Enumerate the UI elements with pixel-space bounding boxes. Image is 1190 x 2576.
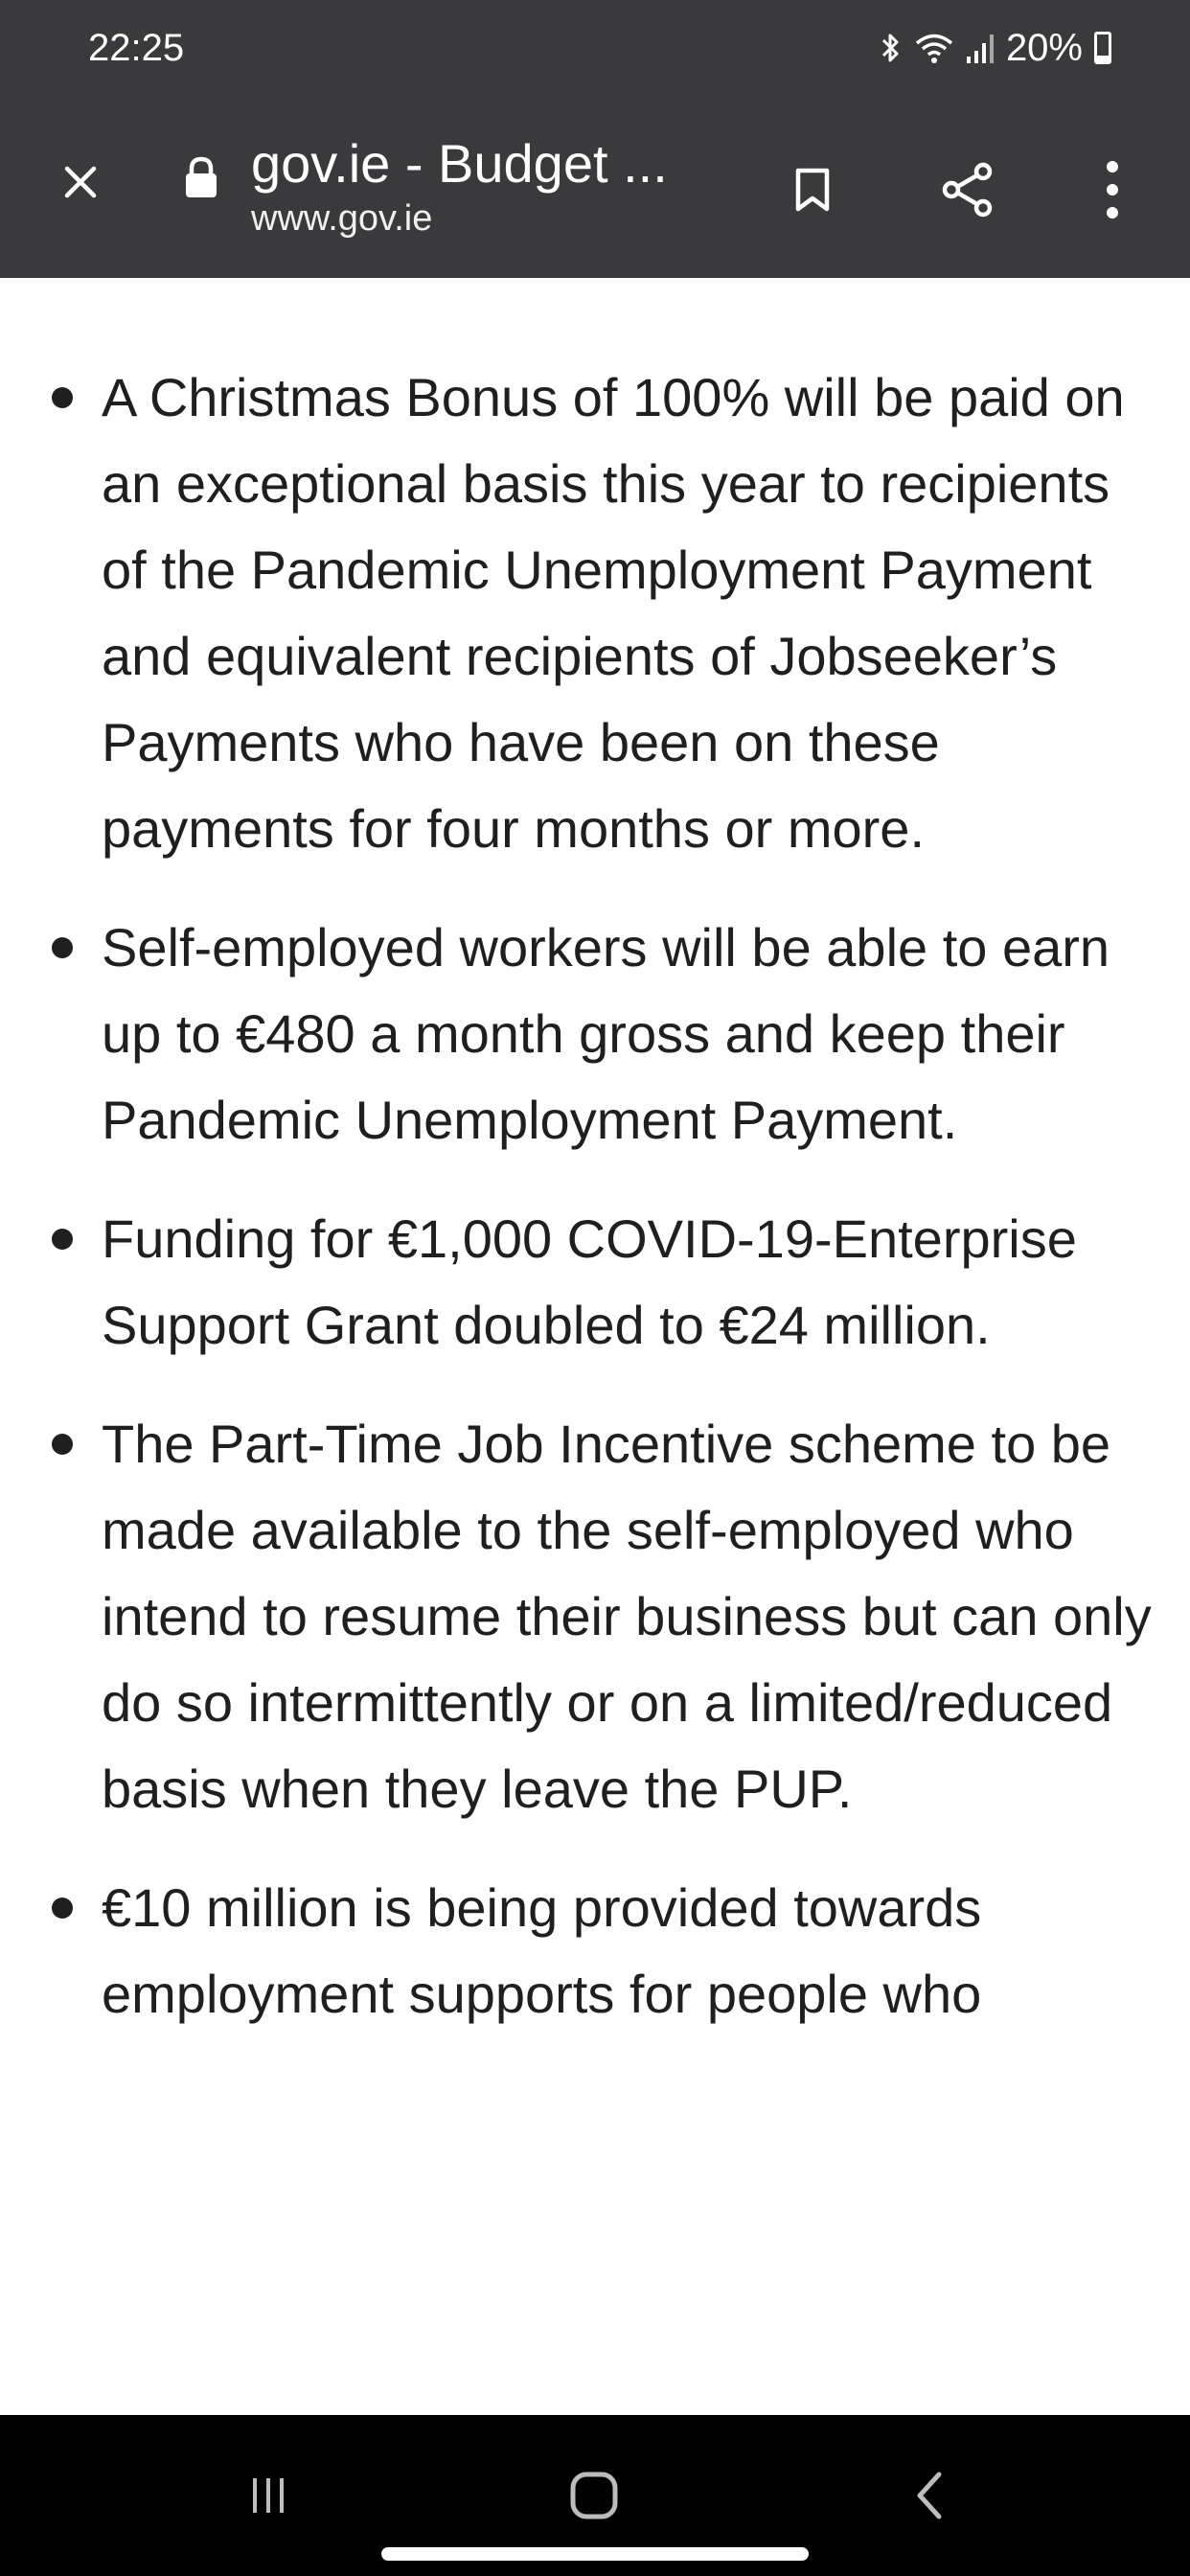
back-icon [910,2467,949,2524]
list-item-text: The Part-Time Job Incentive scheme to be made available to the self-employed who intend to resume their business but can only do so intermittently or on a limited/reduced basis when they leave the PUP. [102,1414,1152,1819]
home-button[interactable] [556,2457,632,2534]
bullet-icon [52,1898,73,1919]
list-item [46,355,1157,872]
recents-button[interactable] [230,2457,307,2534]
system-nav-bar [0,2415,1190,2576]
status-bar [0,0,1190,96]
bullet-icon [52,937,73,958]
more-options-button[interactable] [1079,150,1146,230]
list-item [46,1401,1157,1832]
battery-icon [1094,32,1111,64]
more-vert-icon [1105,159,1120,220]
battery-level-fill [1097,56,1109,61]
browser-toolbar [0,96,1190,278]
page-title-block[interactable] [251,132,668,242]
budget-bullet-list [46,355,1157,2070]
gesture-handle[interactable] [381,2547,809,2561]
close-icon [61,163,100,201]
list-item [46,905,1157,1163]
page-url: www.gov.ie [251,198,433,239]
page-content[interactable] [0,278,1190,2415]
list-item-text: Funding for €1,000 COVID-19-Enterprise Support Grant doubled to €24 million. [102,1208,1077,1355]
share-button[interactable] [929,151,1006,228]
list-item [46,1196,1157,1368]
bullet-icon [52,1434,73,1455]
home-icon [565,2467,623,2524]
close-button[interactable] [46,148,115,217]
wifi-icon [914,32,954,64]
back-button[interactable] [891,2457,968,2534]
bookmark-button[interactable] [774,151,851,228]
bookmark-icon [793,167,832,213]
status-icons [880,25,1111,71]
list-item [46,1865,1157,2037]
recents-icon [249,2474,287,2517]
lock-icon [182,155,220,204]
share-icon [939,161,996,218]
page-title: gov.ie - Budget ... [251,133,668,194]
bullet-icon [52,1229,73,1250]
bluetooth-icon [880,31,903,65]
battery-percent: 20% [1005,26,1083,69]
signal-icon [966,32,995,64]
bullet-icon [52,387,73,408]
list-item-text: Self-employed workers will be able to earn up to €480 a month gross and keep their Pandemic Unemployment Payment. [102,917,1110,1150]
status-time: 22:25 [88,27,185,69]
list-item-text: €10 million is being provided towards employment supports for people who [102,1877,982,2024]
list-item-text: A Christmas Bonus of 100% will be paid on an exceptional basis this year to recipients of the Pandemic Unemployment Payment and equivalent recipients of Jobseeker’s Payments who have been on these payments for four months or more. [102,367,1125,859]
